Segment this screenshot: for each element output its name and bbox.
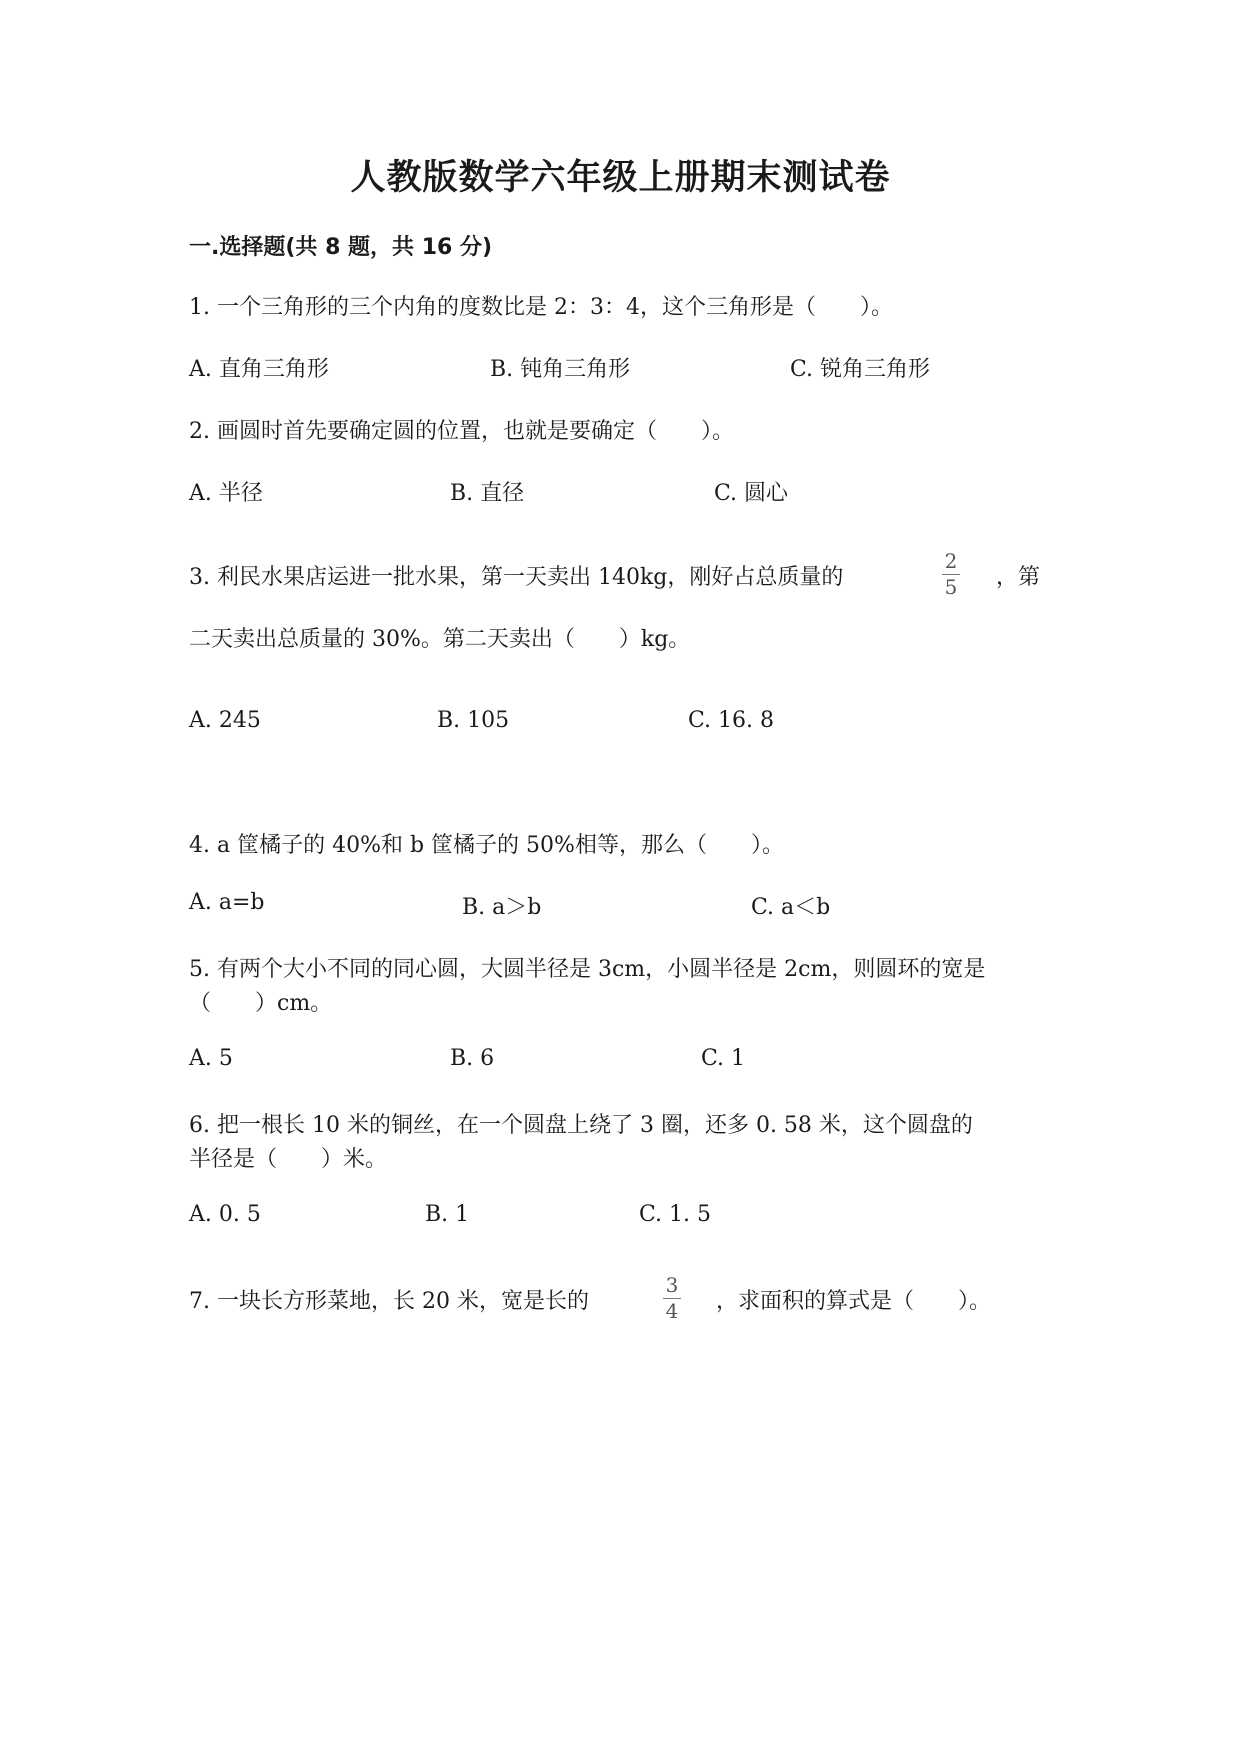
- page-title: 人教版数学六年级上册期末测试卷: [350, 158, 891, 198]
- question-5-option-c: C. 1: [701, 1046, 746, 1071]
- question-2-option-a: A. 半径: [189, 481, 263, 506]
- fraction-denominator: 4: [665, 1299, 679, 1323]
- fraction-denominator: 5: [944, 575, 958, 599]
- question-5-option-b: B. 6: [450, 1046, 495, 1071]
- question-6-option-a: A. 0. 5: [189, 1202, 261, 1227]
- question-1-option-b: B. 钝角三角形: [490, 357, 631, 382]
- question-3-text-line2: 二天卖出总质量的 30%。第二天卖出（ ）kg。: [189, 627, 691, 652]
- question-6-text-line2: 半径是（ ）米。: [189, 1147, 388, 1172]
- question-1-text: 1. 一个三角形的三个内角的度数比是 2：3：4，这个三角形是（ ）。: [189, 295, 893, 320]
- question-7-fraction: [663, 1275, 681, 1321]
- question-2-option-c: C. 圆心: [714, 481, 789, 506]
- question-6-option-c: C. 1. 5: [639, 1202, 712, 1227]
- question-6-text: 6. 把一根长 10 米的铜丝，在一个圆盘上绕了 3 圈，还多 0. 58 米，这个圆盘的: [189, 1113, 973, 1138]
- fraction-numerator: 3: [665, 1273, 679, 1297]
- question-2-text: 2. 画圆时首先要确定圆的位置，也就是要确定（ ）。: [189, 419, 734, 444]
- question-3-option-a: A. 245: [189, 708, 261, 733]
- question-1-option-a: A. 直角三角形: [189, 357, 329, 382]
- question-5-text: 5. 有两个大小不同的同心圆，大圆半径是 3cm，小圆半径是 2cm，则圆环的宽是: [189, 957, 986, 982]
- question-3-option-c: C. 16. 8: [688, 708, 775, 733]
- question-1-option-c: C. 锐角三角形: [790, 357, 931, 382]
- question-3-text-start: 3. 利民水果店运进一批水果，第一天卖出 140kg，刚好占总质量的: [189, 565, 844, 590]
- question-4-option-c: C. a＜b: [751, 895, 831, 920]
- question-3-option-b: B. 105: [437, 708, 510, 733]
- question-4-option-b: B. a＞b: [462, 895, 542, 920]
- question-5-text-line2: （ ）cm。: [189, 991, 333, 1016]
- section-heading: 一.选择题(共 8 题，共 16 分): [189, 235, 493, 260]
- question-2-option-b: B. 直径: [450, 481, 525, 506]
- question-7-text-start: 7. 一块长方形菜地，长 20 米，宽是长的: [189, 1289, 589, 1314]
- question-4-option-a: A. a=b: [189, 890, 265, 915]
- fraction-numerator: 2: [944, 549, 958, 573]
- question-3-fraction: [942, 551, 960, 597]
- question-6-option-b: B. 1: [425, 1202, 470, 1227]
- question-5-option-a: A. 5: [189, 1046, 233, 1071]
- question-4-text: 4. a 筐橘子的 40%和 b 筐橘子的 50%相等，那么（ ）。: [189, 833, 784, 858]
- question-7-text-end: ，求面积的算式是（ ）。: [716, 1289, 992, 1314]
- question-3-text-end: ，第: [996, 565, 1041, 590]
